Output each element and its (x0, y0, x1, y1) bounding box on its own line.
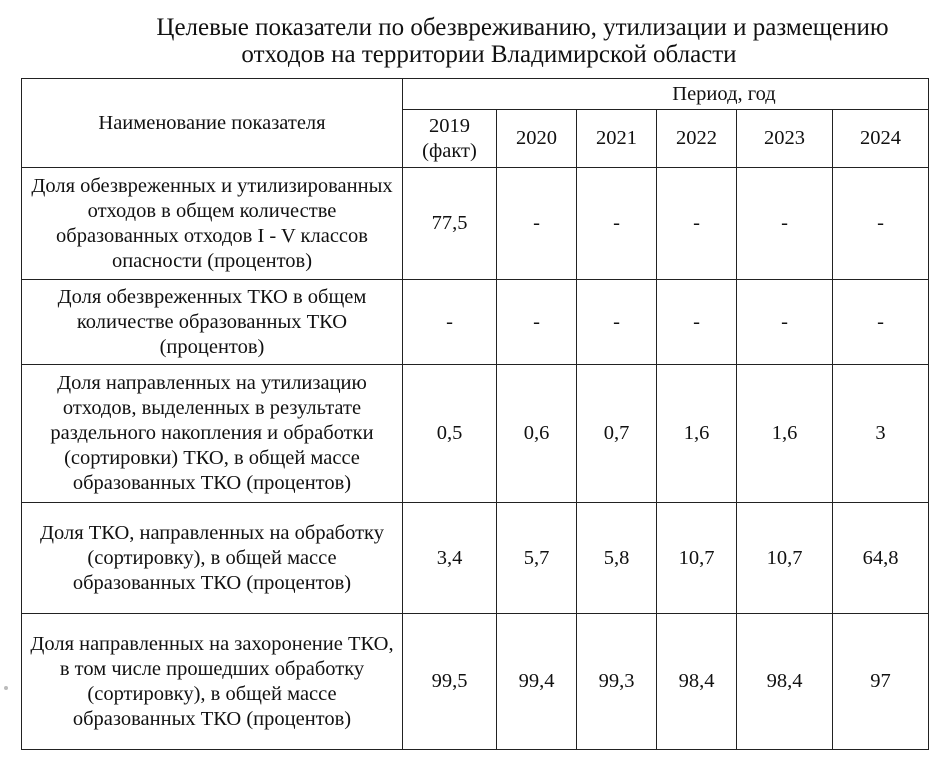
document-title (0, 14, 950, 68)
value-cell: 10,7 (657, 503, 737, 614)
value-cell: 0,5 (403, 365, 497, 503)
value-cell: - (403, 280, 497, 365)
column-header-year: 2022 (657, 110, 737, 168)
table-row (22, 280, 929, 365)
value-cell: 98,4 (657, 614, 737, 750)
table-row (22, 614, 929, 750)
indicators-table (21, 78, 929, 750)
column-header-year: 2023 (737, 110, 833, 168)
value-cell: - (833, 280, 929, 365)
value-cell: 10,7 (737, 503, 833, 614)
value-cell: - (657, 168, 737, 280)
indicator-name: Доля направленных на утилизацию отходов, выделенных в результате раздельного накопления и обработки (сортировки) ТКО, в общей массе образованных ТКО (процентов) (22, 365, 403, 503)
year-label: 2019 (429, 114, 470, 137)
indicator-name: Доля ТКО, направленных на обработку (сортировку), в общей массе образованных ТКО (процентов) (22, 503, 403, 614)
indicator-name: Доля направленных на захоронение ТКО, в том числе прошедших обработку (сортировку), в общей массе образованных ТКО (процентов) (22, 614, 403, 750)
scan-speck (4, 686, 8, 690)
value-cell: - (497, 168, 577, 280)
value-cell: 1,6 (657, 365, 737, 503)
value-cell: 1,6 (737, 365, 833, 503)
column-header-period: Период, год (403, 79, 929, 110)
value-cell: - (737, 168, 833, 280)
column-header-year (403, 110, 497, 168)
column-header-year: 2021 (577, 110, 657, 168)
year-note: (факт) (422, 139, 477, 162)
value-cell: - (497, 280, 577, 365)
column-header-year: 2024 (833, 110, 929, 168)
value-cell: 77,5 (403, 168, 497, 280)
value-cell: 3 (833, 365, 929, 503)
table-row (22, 365, 929, 503)
value-cell: 5,7 (497, 503, 577, 614)
value-cell: 98,4 (737, 614, 833, 750)
value-cell: 99,3 (577, 614, 657, 750)
indicator-name: Доля обезвреженных ТКО в общем количестве образованных ТКО (процентов) (22, 280, 403, 365)
value-cell: - (577, 168, 657, 280)
value-cell: 97 (833, 614, 929, 750)
column-header-indicator-name: Наименование показателя (22, 79, 403, 168)
title-line-2: отходов на территории Владимирской области (241, 41, 737, 68)
value-cell: 0,6 (497, 365, 577, 503)
value-cell: 5,8 (577, 503, 657, 614)
value-cell: - (737, 280, 833, 365)
title-line-1: Целевые показатели по обезвреживанию, утилизации и размещению (156, 14, 889, 41)
value-cell: 99,4 (497, 614, 577, 750)
value-cell: - (577, 280, 657, 365)
indicator-name: Доля обезвреженных и утилизированных отходов в общем количестве образованных отходов I - V классов опасности (процентов) (22, 168, 403, 280)
value-cell: 3,4 (403, 503, 497, 614)
column-header-year: 2020 (497, 110, 577, 168)
value-cell: - (833, 168, 929, 280)
value-cell: - (657, 280, 737, 365)
value-cell: 64,8 (833, 503, 929, 614)
table-row (22, 503, 929, 614)
table-row (22, 168, 929, 280)
value-cell: 99,5 (403, 614, 497, 750)
value-cell: 0,7 (577, 365, 657, 503)
